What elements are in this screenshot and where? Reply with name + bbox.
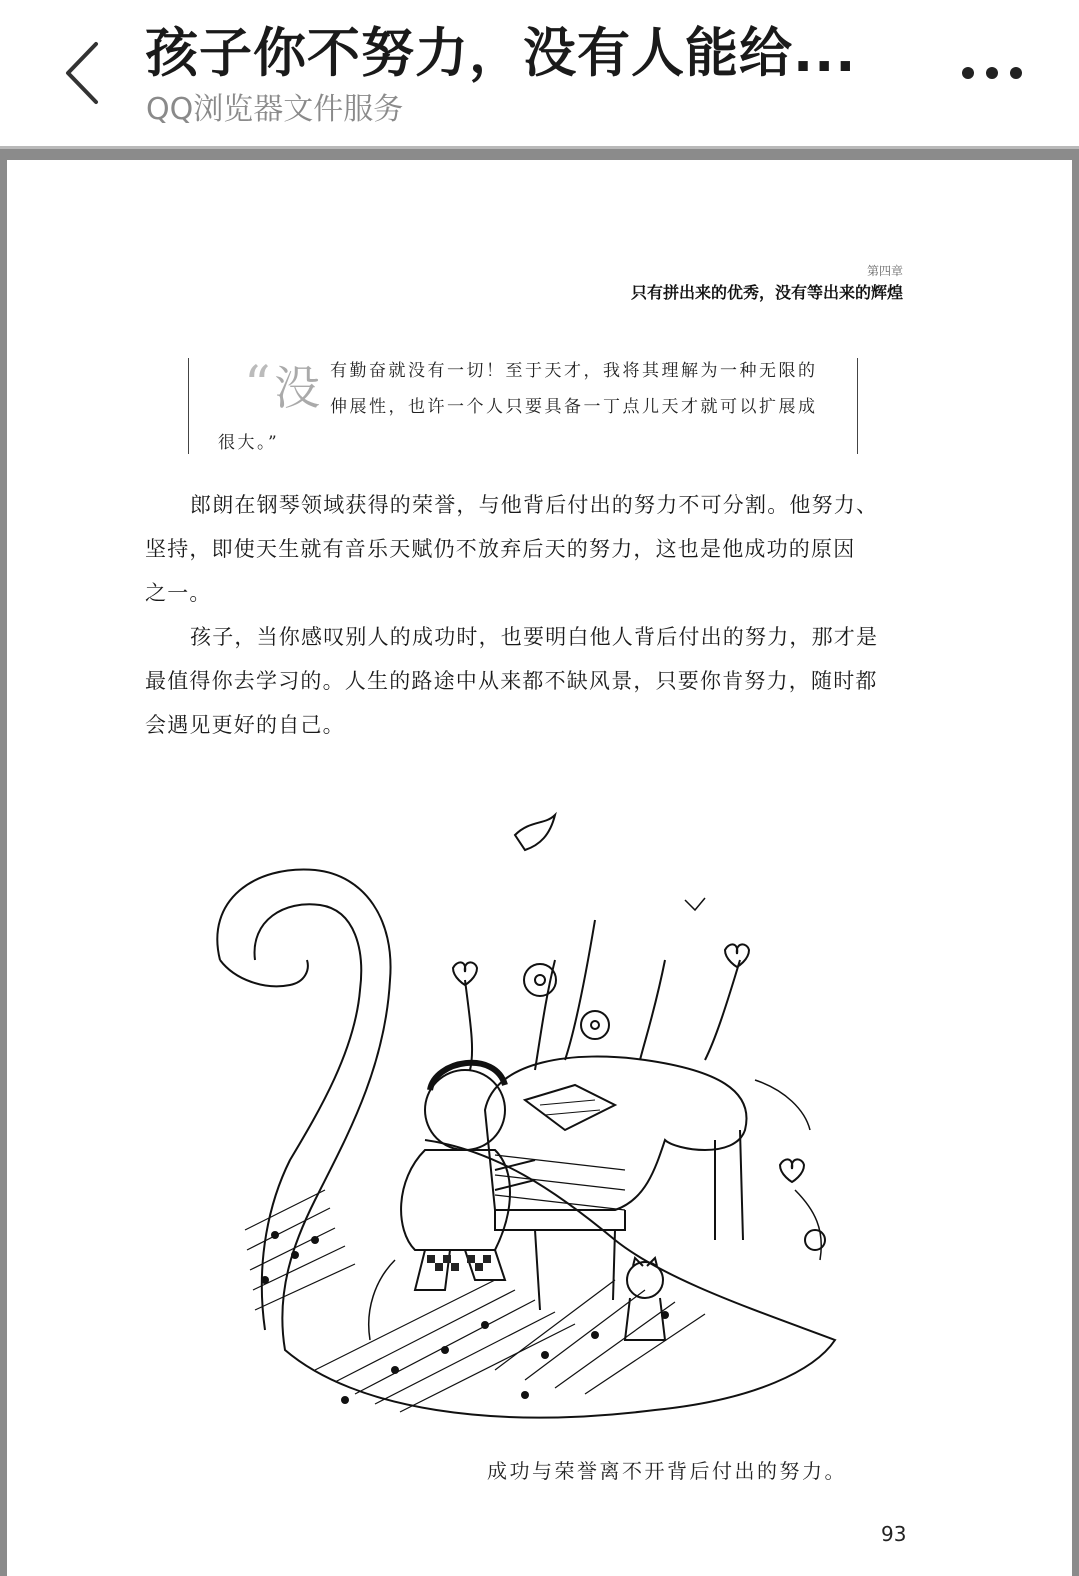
document-source: QQ浏览器文件服务 <box>146 92 404 127</box>
page-frame-left <box>0 160 7 1576</box>
more-dots-icon <box>962 67 974 79</box>
quote-line: 伸展性，也许一个人只要具备一丁点儿天才就可以扩展成 <box>330 397 818 417</box>
quote-line: 很大。” <box>218 433 280 453</box>
more-options-button[interactable] <box>952 55 1032 91</box>
chapter-number: 第四章 <box>866 264 903 278</box>
quote-drop-cap: 没 <box>274 361 320 415</box>
top-bar <box>0 0 1079 146</box>
body-text-line: 郎朗在钢琴领域获得的荣誉，与他背后付出的努力不可分割。他努力、 <box>190 493 879 517</box>
body-text-line: 之一。 <box>145 581 212 605</box>
more-dots-icon <box>1010 67 1022 79</box>
chapter-title: 只有拼出来的优秀，没有等出来的辉煌 <box>630 283 903 302</box>
piano-illustration <box>195 810 855 1430</box>
page-number: 93 <box>881 1522 907 1546</box>
quote-open-mark: “ <box>244 356 271 416</box>
body-text-line: 最值得你去学习的。人生的路途中从来都不缺风景，只要你肯努力，随时都 <box>145 669 878 693</box>
document-title: 孩子你不努力，没有人能给... <box>145 23 857 84</box>
body-text-line: 孩子，当你感叹别人的成功时，也要明白他人背后付出的努力，那才是 <box>190 625 879 649</box>
body-text-line: 坚持，即使天生就有音乐天赋仍不放弃后天的努力，这也是他成功的原因 <box>145 537 856 561</box>
body-text-line: 会遇见更好的自己。 <box>145 713 345 737</box>
chevron-left-icon <box>52 28 112 118</box>
quote-line: 有勤奋就没有一切！至于天才，我将其理解为一种无限的 <box>330 361 818 381</box>
back-button[interactable] <box>52 28 112 118</box>
more-dots-icon <box>986 67 998 79</box>
page-frame-right <box>1072 160 1079 1576</box>
illustration-caption: 成功与荣誉离不开背后付出的努力。 <box>487 1459 847 1483</box>
page-frame-highlight <box>0 146 1079 149</box>
